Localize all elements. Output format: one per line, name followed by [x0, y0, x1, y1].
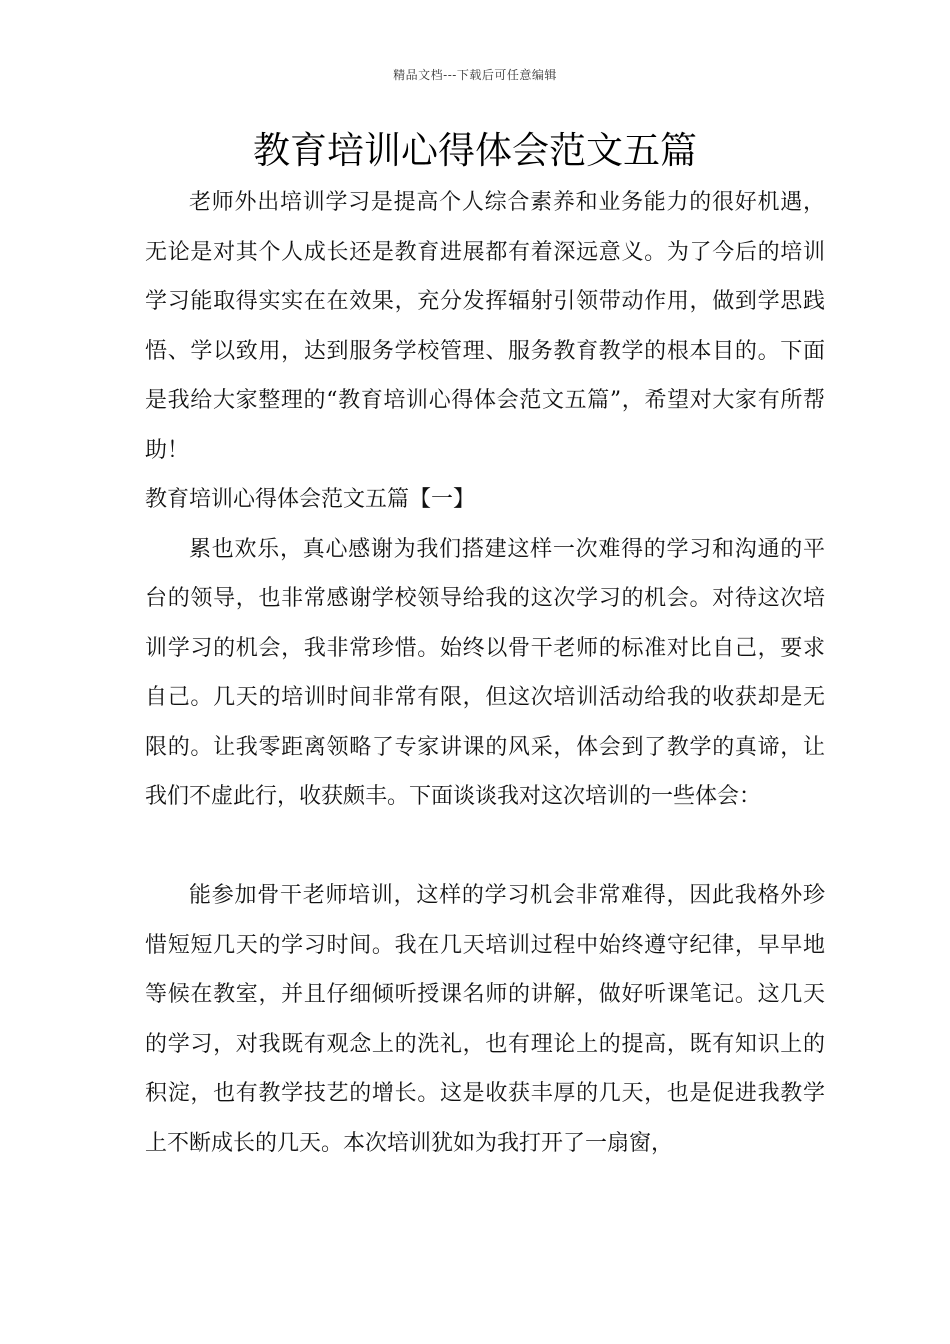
header-note: 精品文档---下载后可任意编辑 [393, 68, 557, 82]
body-paragraph: 能参加骨干老师培训，这样的学习机会非常难得，因此我格外珍惜短短几天的学习时间。我在几天培训过程中始终遵守纪律，早早地等候在教室，并且仔细倾听授课名师的讲解，做好听课笔记。这几天的学习，对我既有观念上的洗礼，也有理论上的提高，既有知识上的积淀，也有教学技艺的增长。这是收获丰厚的几天，也是促进我教学上不断成长的几天。本次培训犹如为我打开了一扇窗， [145, 883, 825, 1156]
document-title: 教育培训心得体会范文五篇 [253, 129, 697, 172]
intro-paragraph: 老师外出培训学习是提高个人综合素养和业务能力的很好机遇，无论是对其个人成长还是教育进展都有着深远意义。为了今后的培训学习能取得实实在在效果，充分发挥辐射引领带动作用，做到学思践悟、学以致用，达到服务学校管理、服务教育教学的根本目的。下面是我给大家整理的“教育培训心得体会范文五篇”，希望对大家有所帮助！ [145, 190, 825, 463]
paragraph-spacer [145, 822, 825, 872]
body-paragraph: 累也欢乐，真心感谢为我们搭建这样一次难得的学习和沟通的平台的领导，也非常感谢学校领导给我的这次学习的机会。对待这次培训学习的机会，我非常珍惜。始终以骨干老师的标准对比自己，要求自己。几天的培训时间非常有限，但这次培训活动给我的收获却是无限的。让我零距离领略了专家讲课的风采，体会到了教学的真谛，让我们不虚此行，收获颇丰。下面谈谈我对这次培训的一些体会： [145, 536, 825, 809]
document-body [145, 178, 825, 1168]
section-heading: 教育培训心得体会范文五篇【一】 [145, 487, 476, 512]
